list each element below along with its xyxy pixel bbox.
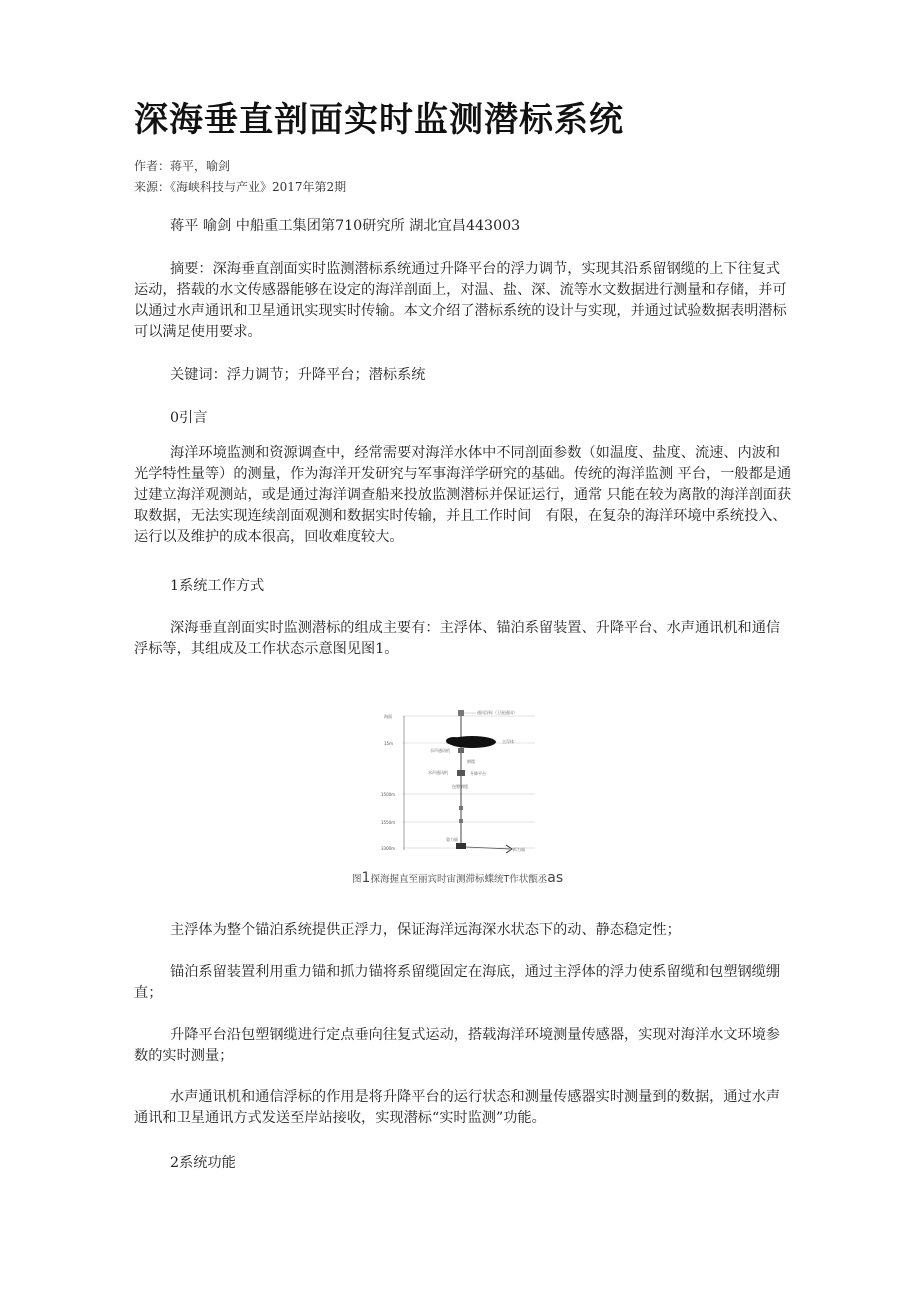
label-comm-buoy: 通讯浮标（卫星通讯） (477, 710, 517, 715)
section1-paragraph: 深海垂直剖面实时监测潜标的组成主要有：主浮体、锚泊系留装置、升降平台、水声通讯机和通信浮标等，其组成及工作状态示意图见图1。 (134, 620, 781, 657)
label-coated-cable: 包塑钢缆 (452, 784, 468, 789)
gravity-anchor-shape (456, 843, 466, 849)
caption-suffix: as (547, 870, 564, 886)
label-cable: 钢缆 (467, 759, 475, 764)
depth-label-3300m: 3300m (381, 846, 396, 851)
label-lift-platform: 升降平台 (470, 771, 486, 776)
label-acoustic-1: 水声通讯机 (430, 748, 450, 753)
caption-text: 探海握直至丽宾时宙测滞标蝶统T作状甑丞 (370, 874, 548, 885)
depth-label-1550m: 1550m (381, 820, 396, 825)
paragraph-communication: 水声通讯机和通信浮标的作用是将升降平台的运行状态和测量传感器实时测量到的数据，通过水声通讯和卫星通讯方式发送至岸站接收，实现潜标“实时监测”功能。 (134, 1089, 781, 1126)
depth-label-1500m: 1500m (381, 792, 396, 797)
label-main-float: 主浮体 (502, 739, 514, 744)
section-heading-0: 0引言 (170, 410, 208, 426)
paragraph-mooring: 锚泊系留装置利用重力锚和抓力锚将系留缆固定在海底，通过主浮体的浮力使系留缆和包塑钢缆绷直； (134, 964, 781, 1001)
buoy-schematic (380, 705, 540, 855)
label-grab-anchor: 抓力锚 (513, 847, 525, 852)
author-line: 作者：蒋平，喻剑 (134, 159, 231, 173)
source-line: 来源：《海峡科技与产业》2017年第2期 (134, 180, 347, 194)
section-heading-1: 1系统工作方式 (170, 578, 265, 594)
abstract-paragraph: 摘要：深海垂直剖面实时监测潜标系统通过升降平台的浮力调节，实现其沿系留钢缆的上下往复式运动，搭载的水文传感器能够在设定的海洋剖面上，对温、盐、深、流等水文数据进行测量和存储，并可以通过水声通讯和卫星通讯实现实时传输。本文介绍了潜标系统的设计与实现，并通过试验数据表明潜标可以满足使用要求。 (134, 261, 787, 340)
depth-label-surface: 海面 (384, 714, 392, 719)
caption-prefix: 图 (352, 874, 362, 885)
depth-label-15m: 15m (384, 741, 393, 746)
paragraph-main-float: 主浮体为整个锚泊系统提供正浮力，保证海洋远海深水状态下的动、静态稳定性； (170, 922, 681, 938)
page-title: 深海垂直剖面实时监测潜标系统 (134, 100, 624, 140)
section0-paragraph: 海洋环境监测和资源调查中，经常需要对海洋水体中不同剖面参数（如温度、盐度、流速、内波和光学特性量等）的测量，作为海洋开发研究与军事海洋学研究的基础。传统的海洋监测 平台，一般都是通过建立海洋观测站，或是通过海洋调查船来投放监测潜标并保证运行，通常 只能在较为离散的海洋剖面获取数据，无法实现连续剖面观测和数据实时传输，并且工作时间 有限，在复杂的海洋环境中系统投入、运行以及维护的成本很高，回收难度较大。 (134, 445, 792, 545)
section-heading-2: 2系统功能 (170, 1155, 236, 1171)
caption-number: 1 (361, 870, 371, 886)
affiliation-line: 蒋平 喻剑 中船重工集团第710研究所 湖北宜昌443003 (170, 218, 521, 234)
figure-caption (352, 870, 563, 886)
comm-buoy-shape (458, 710, 464, 716)
label-acoustic-2: 水声通讯机 (428, 770, 448, 775)
keywords-line: 关键词：浮力调节；升降平台；潜标系统 (170, 367, 426, 383)
figure-1-diagram (380, 705, 540, 855)
paragraph-lift-platform: 升降平台沿包塑钢缆进行定点垂向往复式运动，搭载海洋环境测量传感器，实现对海洋水文环境参数的实时测量； (134, 1027, 781, 1064)
label-gravity-anchor: 重力锚 (446, 837, 458, 842)
